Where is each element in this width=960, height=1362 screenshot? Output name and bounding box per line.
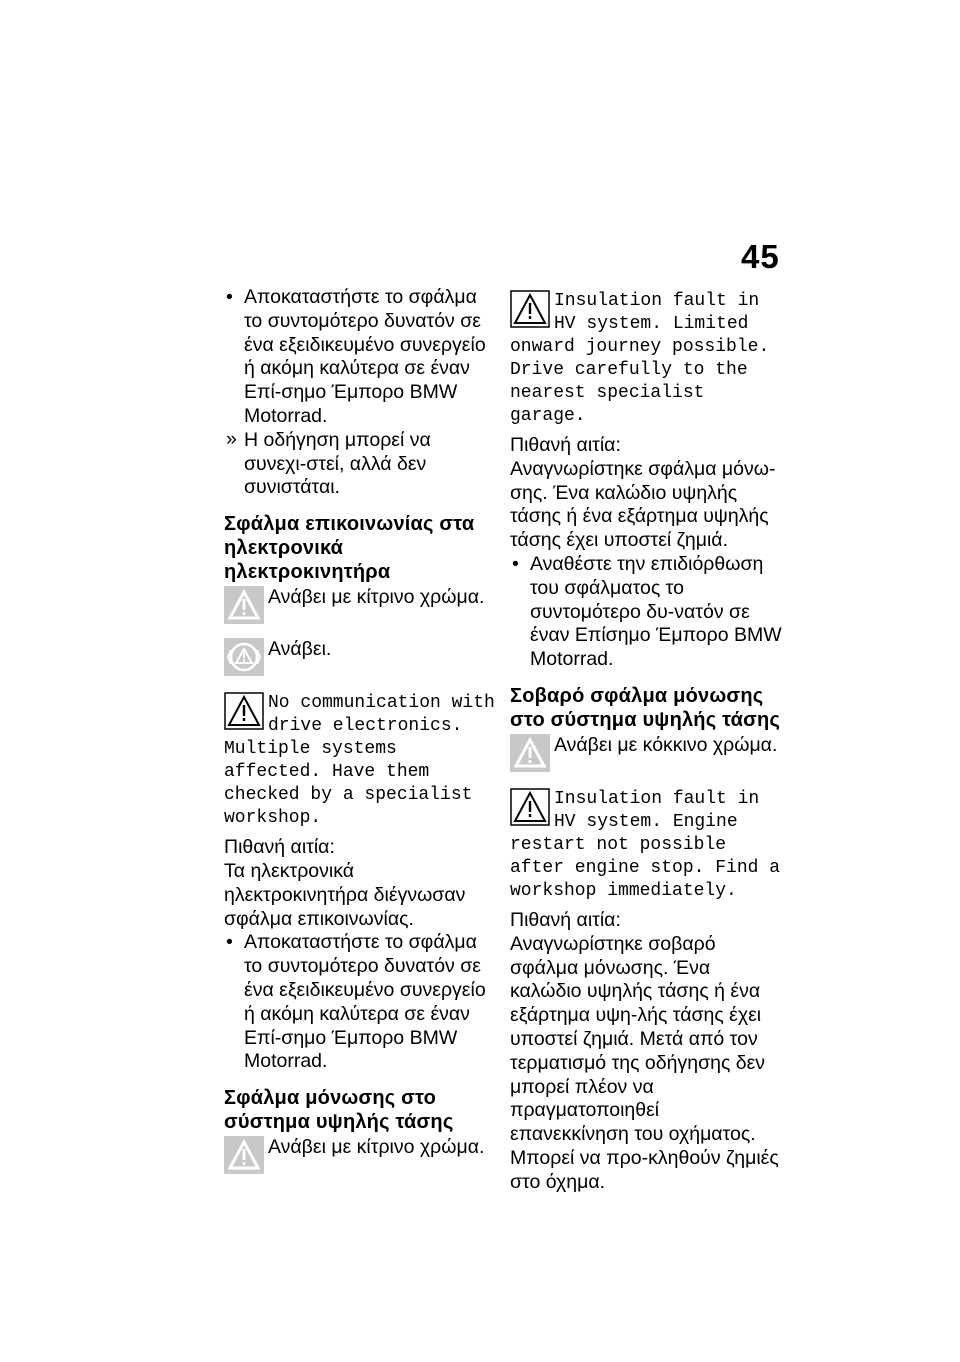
display-message: Insulation fault in HV system. Limited onward journey possible. Drive carefully to the nearest specialist garage. [510,291,770,426]
display-message: Insulation fault in HV system. Engine restart not possible after engine stop. Find a workshop immediately. [510,788,781,901]
warning-triangle-icon [224,1136,264,1174]
cause-label: Πιθανή αιτία: [510,434,621,456]
cause-label: Πιθανή αιτία: [510,908,621,931]
left-column [224,286,496,1178]
cause-text: Αναγνωρίστηκε σφάλμα μόνω-σης. Ένα καλώδιο υψηλής τάσης ή ένα εξάρτημα υψηλής τάσης έχει υποστεί ζημιά. [510,457,776,552]
indicator-yellow [224,586,496,628]
display-warning-symbol-icon [224,692,264,730]
indicator-drive [224,638,496,680]
display-message-block [510,290,782,428]
cause-text: Τα ηλεκτρονικά ηλεκτροκινητήρα διέγνωσαν σφάλμα επικοινωνίας. [224,859,466,930]
instruction-bullet: • Αποκαταστήστε το σφάλμα το συντομότερο δυνατόν σε ένα εξειδικευμένο συνεργείο ή ακόμη καλύτερα σε έναν Επί-σημο Έμπορο BMW Motorrad. [224,931,496,1074]
indicator-text: Ανάβει με κίτρινο χρώμα. [268,586,485,609]
section-heading-communication-fault: Σφάλμα επικοινωνίας στα ηλεκτρονικά ηλεκτροκινητήρα [224,513,475,584]
display-warning-symbol-icon [510,788,550,826]
drive-warning-icon [224,638,264,676]
display-message-block [224,692,496,830]
instruction-bullet: • Αποκαταστήστε το σφάλμα το συντομότερο δυνατόν σε ένα εξειδικευμένο συνεργείο ή ακόμη καλύτερα σε έναν Επί-σημο Έμπορο BMW Motorrad. [224,286,496,429]
result-note: » Η οδήγηση μπορεί να συνεχι-στεί, αλλά δεν συνιστάται. [224,429,496,500]
page-number: 45 [741,238,780,275]
cause-label: Πιθανή αιτία: [224,836,335,859]
indicator-text: Ανάβει με κόκκινο χρώμα. [554,733,778,756]
indicator-text: Ανάβει. [268,638,332,661]
section-heading-insulation-fault: Σφάλμα μόνωσης στο σύστημα υψηλής τάσης [224,1087,454,1134]
warning-triangle-icon [224,586,264,624]
indicator-text: Ανάβει με κίτρινο χρώμα. [268,1136,485,1159]
section-heading-severe-insulation-fault: Σοβαρό σφάλμα μόνωσης στο σύστημα υψηλής τάσης [510,684,781,731]
right-column [510,290,782,1195]
display-warning-symbol-icon [510,290,550,328]
display-message: No communication with drive electronics. Multiple systems affected. Have them checked by a specialist workshop. [224,693,495,829]
display-message-block [510,788,782,903]
warning-triangle-icon [510,734,550,772]
indicator-yellow [224,1136,496,1178]
cause-text: Αναγνωρίστηκε σοβαρό σφάλμα μόνωσης. Ένα καλώδιο υψηλής τάσης ή ένα εξάρτημα υψη-λής τάσης έχει υποστεί ζημιά. Μετά από τον τερματισμό της οδήγησης δεν μπορεί πλέον να πραγματοποιηθεί επανεκκίνηση του οχήματος. Μπορεί να προ-κληθούν ζημιές στο όχημα. [510,932,779,1193]
indicator-red [510,734,782,776]
instruction-bullet: • Αναθέστε την επιδιόρθωση του σφάλματος το συντομότερο δυ-νατόν σε έναν Επίσημο Έμπορο BMW Motorrad. [510,553,782,672]
